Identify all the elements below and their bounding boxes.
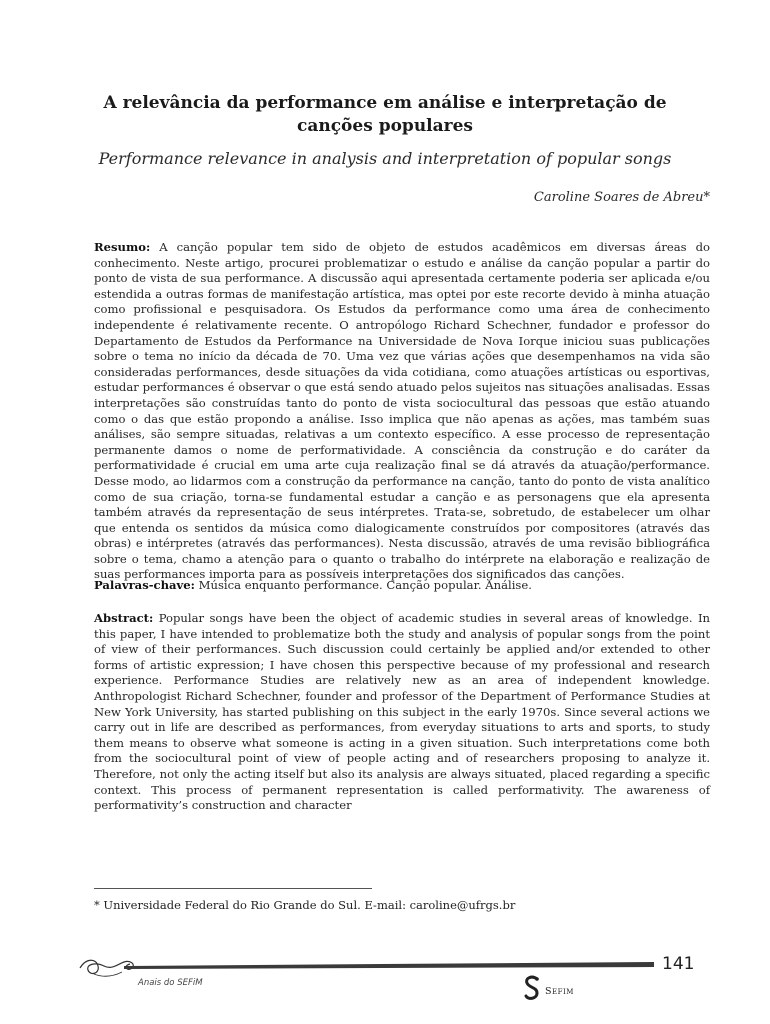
sefim-logo-icon [522,975,542,1001]
abstract-paragraph [94,611,710,814]
footnote-divider [94,888,372,889]
resumo-paragraph [94,240,710,583]
journal-name: Anais do SEFiM [138,978,203,988]
resumo-label: Resumo: [94,240,151,254]
keywords-paragraph [94,578,710,594]
footnote: * Universidade Federal do Rio Grande do Sul. E-mail: caroline@ufrgs.br [94,898,516,912]
keywords-text: Música enquanto performance. Canção popular. Análise. [198,578,532,592]
keywords-label: Palavras-chave: [94,578,195,592]
page-number: 141 [662,954,695,974]
paper-title: A relevância da performance em análise e interpretação de canções populares [103,93,667,136]
sefim-brand-text: Sefim [545,986,574,997]
abstract-text: Popular songs have been the object of academic studies in several areas of knowledge. In this paper, I have intended to problematize both the study and analysis of popular songs from the point of view of their performances. Such discussion could certainly be applied and/or extended to other forms of artistic expression; I have chosen this perspective because of my professional and research experience. Performance Studies are relatively new as an area of independent knowledge. Anthropologist Richard Schechner, founder and professor of the Department of Performance Studies at New York University, has started publishing on this subject in the early 1970s. Since several actions we carry out in life are described as performances, from everyday situations to arts and sports, to study them means to observe what someone is acting in a given situation. Such interpretations come both from the sociocultural point of view of people acting and of researchers proposing to analyze it. Therefore, not only the acting itself but also its analysis are always situated, placed regarding a specific context. This process of permanent representation is called performativity. The awareness of performativity’s construction and character [94,611,710,813]
resumo-text: A canção popular tem sido de objeto de estudos acadêmicos em diversas áreas do conhecimento. Neste artigo, procurei problematizar o estudo e análise da canção popular a partir do ponto de vista de sua performance. A discussão aqui apresentada certamente poderia ser aplicada e/ou estendida a outras formas de manifestação artística, mas optei por este recorte devido à minha atuação como profissional e pesquisadora. Os Estudos da performance como uma área de conhecimento independente é relativamente recente. O antropólogo Richard Schechner, fundador e professor do Departamento de Estudos da Performance na Universidade de Nova Iorque iniciou suas publicações sobre o tema no início da década de 70. Uma vez que várias ações que desempenhamos na vida são consideradas performances, desde situações da vida cotidiana, como atuações artísticas ou esportivas, estudar performances é observar o que está sendo atuado pelos sujeitos nas situações analisadas. Essas interpretações são construídas tanto do ponto de vista sociocultural das pessoas que estão atuando como o das que estão propondo a análise. Isso implica que não apenas as ações, mas também suas análises, são sempre situadas, relativas a um contexto específico. A esse processo de representação permanente damos o nome de performatividade. A consciência da construção e do caráter da performatividade é crucial em uma arte cuja realização final se dá através da atuação/performance. Desse modo, ao lidarmos com a construção da performance na canção, tanto do ponto de vista analítico como de sua criação, torna-se fundamental estudar a canção e as personagens que ela apresenta também através da representação de seus intérpretes. Trata-se, sobretudo, de estabelecer um olhar que entenda os sentidos da música como dialogicamente construídos por compositores (através das obras) e intérpretes (através das performances). Nesta discussão, através de uma revisão bibliográfica sobre o tema, chamo a atenção para o quanto o trabalho do intérprete na elaboração e realização de suas performances importa para as possíveis interpretações dos significados das canções. [94,240,711,582]
author-name: Caroline Soares de Abreu* [533,190,710,205]
abstract-label: Abstract: [94,611,154,625]
paper-subtitle: Performance relevance in analysis and interpretation of popular songs [98,149,672,168]
